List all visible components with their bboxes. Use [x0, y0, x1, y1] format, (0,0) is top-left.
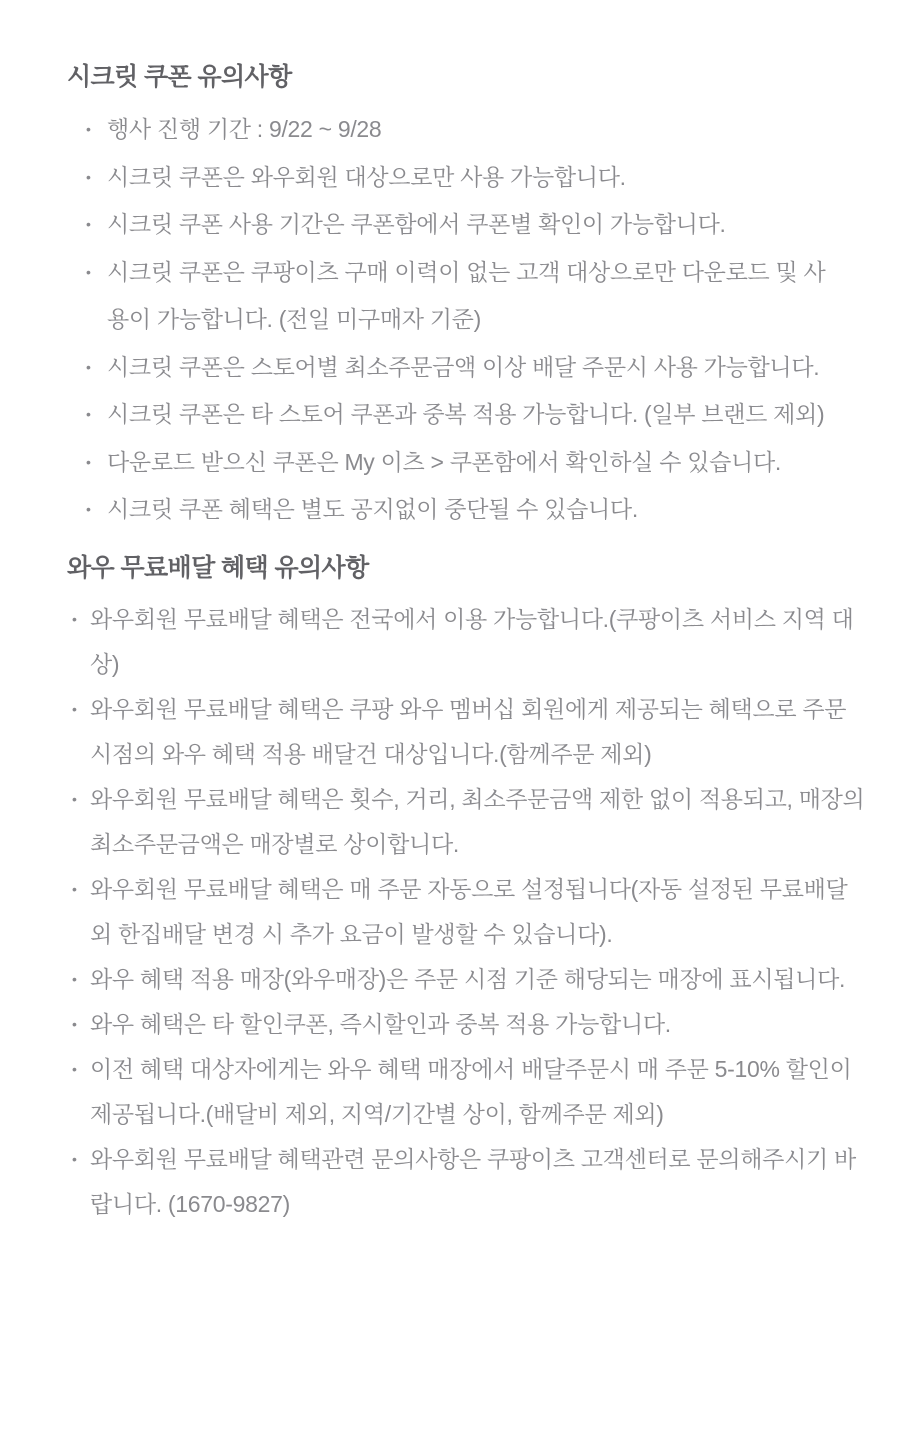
list-item	[86, 486, 840, 534]
list-item	[86, 106, 840, 154]
section-secret-coupon	[67, 62, 865, 534]
notice-text: 와우 혜택은 타 할인쿠폰, 즉시할인과 중복 적용 가능합니다.	[90, 1010, 671, 1037]
bullet-icon: •	[86, 121, 91, 137]
bullet-icon: •	[72, 1150, 77, 1167]
section-title-wow-free-delivery: 와우 무료배달 혜택 유의사항	[67, 553, 369, 582]
notice-text: 시크릿 쿠폰은 와우회원 대상으로만 사용 가능합니다.	[107, 163, 626, 190]
bullet-icon: •	[72, 1015, 77, 1032]
notice-text: 다운로드 받으신 쿠폰은 My 이츠 > 쿠폰함에서 확인하실 수 있습니다.	[107, 448, 781, 475]
notice-text: 시크릿 쿠폰은 쿠팡이츠 구매 이력이 없는 고객 대상으로만 다운로드 및 사용이 가능합니다. (전일 미구매자 기준)	[107, 258, 826, 332]
notice-text: 시크릿 쿠폰 사용 기간은 쿠폰함에서 쿠폰별 확인이 가능합니다.	[107, 211, 726, 237]
notice-text: 와우회원 무료배달 혜택관련 문의사항은 쿠팡이츠 고객센터로 문의해주시기 바랍니다. (1670-9827)	[90, 1145, 856, 1217]
notice-text: 이전 혜택 대상자에게는 와우 혜택 매장에서 배달주문시 매 주문 5-10% 할인이 제공됩니다.(배달비 제외, 지역/기간별 상이, 함께주문 제외)	[90, 1055, 852, 1127]
list-item	[72, 1002, 865, 1047]
notice-text: 시크릿 쿠폰은 스토어별 최소주문금액 이상 배달 주문시 사용 가능합니다.	[107, 353, 820, 380]
notice-text: 행사 진행 기간 : 9/22 ~ 9/28	[107, 116, 382, 142]
notice-text: 와우회원 무료배달 혜택은 전국에서 이용 가능합니다.(쿠팡이츠 서비스 지역 대상)	[90, 605, 854, 677]
bullet-icon: •	[72, 790, 77, 807]
bullet-icon: •	[72, 1060, 77, 1077]
list-item	[72, 687, 865, 777]
bullet-icon: •	[86, 501, 91, 517]
list-item	[86, 201, 840, 249]
bullet-icon: •	[86, 216, 91, 232]
section-title-secret-coupon: 시크릿 쿠폰 유의사항	[67, 63, 292, 91]
list-item	[86, 154, 840, 202]
notice-text: 와우회원 무료배달 혜택은 매 주문 자동으로 설정됩니다(자동 설정된 무료배달 외 한집배달 변경 시 추가 요금이 발생할 수 있습니다).	[90, 875, 848, 947]
bullet-icon: •	[86, 168, 91, 185]
bullet-icon: •	[72, 610, 77, 627]
list-item	[86, 439, 840, 487]
list-item	[72, 1137, 865, 1227]
list-item	[72, 777, 865, 867]
list-item	[86, 249, 840, 344]
bullet-icon: •	[86, 358, 91, 375]
bullet-icon: •	[86, 453, 91, 470]
notice-text: 시크릿 쿠폰은 타 스토어 쿠폰과 중복 적용 가능합니다. (일부 브랜드 제외)	[107, 401, 825, 427]
bullet-icon: •	[72, 880, 77, 897]
notice-text: 와우 혜택 적용 매장(와우매장)은 주문 시점 기준 해당되는 매장에 표시됩니다.	[90, 965, 846, 992]
section-wow-free-delivery	[67, 553, 865, 1227]
list-item	[86, 391, 840, 439]
bullet-icon: •	[86, 263, 91, 280]
list-item	[72, 867, 865, 957]
list-item	[86, 344, 840, 392]
bullet-icon: •	[86, 406, 91, 422]
bullet-icon: •	[72, 970, 77, 987]
list-item	[72, 597, 865, 687]
bullet-icon: •	[72, 700, 77, 717]
list-item	[72, 1047, 865, 1137]
wow-delivery-notice-list	[72, 597, 865, 1227]
notice-text: 와우회원 무료배달 혜택은 쿠팡 와우 멤버십 회원에게 제공되는 혜택으로 주문 시점의 와우 혜택 적용 배달건 대상입니다.(함께주문 제외)	[90, 695, 847, 767]
list-item	[72, 957, 865, 1002]
notice-text: 시크릿 쿠폰 혜택은 별도 공지없이 중단될 수 있습니다.	[107, 496, 638, 522]
notice-text: 와우회원 무료배달 혜택은 횟수, 거리, 최소주문금액 제한 없이 적용되고, 매장의 최소주문금액은 매장별로 상이합니다.	[90, 785, 865, 857]
secret-coupon-notice-list	[86, 106, 840, 534]
